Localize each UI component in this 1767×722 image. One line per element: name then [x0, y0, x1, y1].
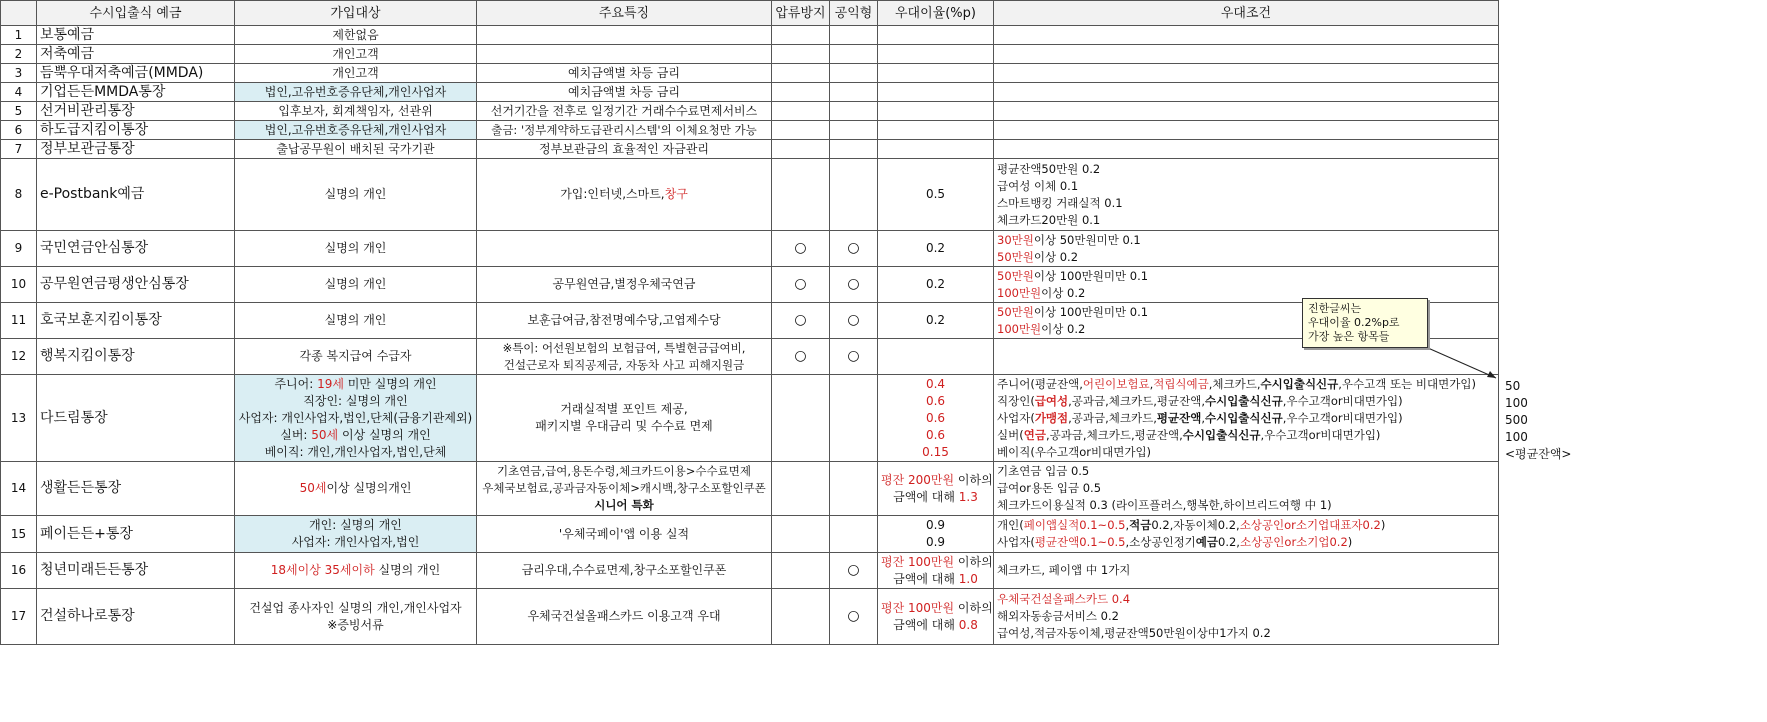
condition-line: 급여성 이체 0.1 — [997, 178, 1079, 193]
target-cell[interactable]: 개인고객 — [235, 64, 477, 83]
condition-text: , — [1149, 376, 1154, 391]
condition-line: 체크카드20만원 0.1 — [997, 212, 1101, 227]
rate-text: 이하의 — [954, 472, 993, 487]
feature-cell[interactable]: 공무원연금,별정우체국연금 — [477, 267, 772, 303]
rate-line: 0.6 — [925, 393, 946, 408]
condition-text: 직장인( — [997, 393, 1035, 408]
product-name[interactable]: 청년미래든든통장 — [37, 553, 235, 589]
rate-highlight: 1.3 — [958, 489, 978, 504]
condition-highlight: 소상공인or소기업0.2 — [1239, 535, 1348, 549]
condition-text: ) — [1380, 518, 1386, 532]
condition-highlight: 50만원 — [997, 249, 1034, 264]
feature-cell[interactable]: '우체국페이'앱 이용 실적 — [477, 516, 772, 553]
feature-highlight: 창구 — [664, 187, 688, 201]
condition-highlight: 수시입출식신규 — [1204, 393, 1283, 408]
condition-text: 이상 100만원미만 0.1 — [1033, 304, 1149, 319]
condition-highlight: 50만원 — [997, 268, 1034, 283]
row-number[interactable]: 2 — [1, 45, 37, 64]
condition-line: 해외자동송금서비스 0.2 — [997, 609, 1119, 623]
target-cell[interactable]: 제한없음 — [235, 26, 477, 45]
target-highlight: 18세이상 35세이하 — [270, 563, 375, 577]
target-cell[interactable]: 법인,고유번호증유단체,개인사업자 — [235, 83, 477, 102]
target-line: 건설업 종사자인 실명의 개인,개인사업자 — [249, 600, 462, 615]
product-name[interactable]: 행복지킴이통장 — [37, 339, 235, 375]
note-line: 우대이율 0.2%p로 — [1308, 316, 1400, 329]
feature-line: 거래실적별 포인트 제공, — [560, 402, 688, 416]
rate-text: 금액에 대해 — [893, 571, 959, 586]
row-number[interactable]: 8 — [1, 159, 37, 231]
condition-text: 이상 0.2 — [1033, 249, 1079, 264]
rate-highlight: 평잔 100만원 — [881, 600, 955, 615]
condition-line: 스마트뱅킹 거래실적 0.1 — [997, 195, 1123, 210]
row-number[interactable]: 5 — [1, 102, 37, 121]
condition-text: 0.2, — [1218, 535, 1240, 549]
condition-text: 이상 0.2 — [1041, 285, 1086, 300]
condition-text: ,우수고객or비대면가입) — [1282, 410, 1403, 425]
target-cell[interactable]: 실명의 개인 — [235, 267, 477, 303]
condition-highlight: 어린이보험료 — [1082, 376, 1150, 391]
condition-text: ,우수고객 또는 비대면가입) — [1338, 376, 1476, 391]
product-name[interactable]: 정부보관금통장 — [37, 140, 235, 159]
product-name[interactable]: e-Postbank예금 — [37, 159, 235, 231]
condition-highlight: 예금 — [1195, 535, 1219, 549]
condition-highlight: 페이앱실적0.1~0.5 — [1023, 518, 1126, 532]
product-name[interactable]: 기업든든MMDA통장 — [37, 83, 235, 102]
condition-highlight: 소상공인or소기업대표자0.2 — [1239, 518, 1381, 532]
side-value[interactable]: 500 — [1505, 413, 1528, 427]
condition-highlight: 30만원 — [997, 232, 1034, 247]
seizure-cell[interactable]: ○ — [772, 303, 830, 339]
row-number[interactable]: 16 — [1, 553, 37, 589]
rate-line: 0.15 — [922, 444, 949, 459]
seizure-cell[interactable]: ○ — [772, 339, 830, 375]
rate-text: 이하의 — [954, 600, 993, 615]
condition-highlight: 가맹점 — [1034, 410, 1069, 425]
condition-highlight: 연금 — [1023, 427, 1046, 442]
public-cell[interactable]: ○ — [830, 303, 878, 339]
target-text: 이상 실명의 개인 — [338, 427, 431, 442]
product-name[interactable]: 다드림통장 — [37, 375, 235, 462]
target-text: 실명의 개인 — [374, 563, 441, 577]
target-line: 사업자: 개인사업자,법인 — [291, 535, 420, 549]
seizure-cell[interactable]: ○ — [772, 267, 830, 303]
target-line: ※증빙서류 — [327, 617, 384, 632]
condition-text: ) — [1347, 535, 1353, 549]
row-number[interactable]: 14 — [1, 462, 37, 516]
target-cell[interactable]: 실명의 개인 — [235, 303, 477, 339]
condition-text: 이상 0.2 — [1041, 321, 1086, 336]
product-name[interactable]: 보통예금 — [37, 26, 235, 45]
condition-highlight: 적립식예금 — [1153, 376, 1209, 391]
public-cell[interactable]: ○ — [830, 231, 878, 267]
public-cell[interactable]: ○ — [830, 339, 878, 375]
condition-text: , — [1125, 518, 1130, 532]
row-number[interactable]: 9 — [1, 231, 37, 267]
target-cell[interactable]: 개인고객 — [235, 45, 477, 64]
condition-highlight: 급여성 — [1034, 393, 1069, 408]
rate-cell[interactable]: 0.2 — [878, 231, 994, 267]
condition-text: ,공과금,체크카드,평균잔액, — [1045, 427, 1183, 442]
feature-cell[interactable]: 금리우대,수수료면제,창구소포할인쿠폰 — [477, 553, 772, 589]
comment-note[interactable] — [1302, 298, 1428, 348]
rate-line: 0.9 — [925, 535, 946, 549]
condition-highlight: 적금 — [1129, 518, 1152, 532]
feature-cell[interactable]: 예치금액별 차등 금리 — [477, 83, 772, 102]
header-seizure[interactable]: 압류방지 — [772, 1, 830, 26]
target-cell[interactable]: 법인,고유번호증유단체,개인사업자 — [235, 121, 477, 140]
product-name[interactable]: 선거비관리통장 — [37, 102, 235, 121]
target-cell[interactable]: 각종 복지급여 수급자 — [235, 339, 477, 375]
rate-cell[interactable]: 0.5 — [878, 159, 994, 231]
condition-text: , — [1201, 410, 1205, 425]
product-name[interactable]: 건설하나로통장 — [37, 589, 235, 645]
product-name[interactable]: 생활든든통장 — [37, 462, 235, 516]
feature-cell[interactable]: 선거기간을 전후로 일정기간 거래수수료면제서비스 — [477, 102, 772, 121]
row-number[interactable]: 1 — [1, 26, 37, 45]
condition-line: 평균잔액50만원 0.2 — [997, 161, 1101, 176]
condition-cell[interactable]: 체크카드, 페이앱 中 1가지 — [994, 553, 1499, 589]
condition-text: 이상 100만원미만 0.1 — [1033, 268, 1149, 283]
side-value[interactable]: <평균잔액> — [1505, 447, 1572, 461]
condition-highlight: 수시입출식신규 — [1204, 410, 1283, 425]
condition-text: ,공과금,체크카드,평균잔액, — [1068, 393, 1205, 408]
target-text: 주니어: — [274, 376, 318, 391]
public-cell[interactable]: ○ — [830, 267, 878, 303]
condition-line: 체크카드이용실적 0.3 (라이프플러스,행복한,하이브리드여행 中 1) — [997, 498, 1332, 512]
row-number[interactable]: 11 — [1, 303, 37, 339]
header-public[interactable]: 공익형 — [830, 1, 878, 26]
condition-line: 기초연금 입금 0.5 — [997, 464, 1090, 478]
condition-text: 실버( — [997, 427, 1024, 442]
target-line: 사업자: 개인사업자,법인,단체(금융기관제외) — [238, 410, 473, 425]
public-cell[interactable]: ○ — [830, 589, 878, 645]
rate-highlight: 1.0 — [958, 571, 978, 586]
row-number[interactable]: 4 — [1, 83, 37, 102]
target-cell[interactable]: 입후보자, 회계책임자, 선관위 — [235, 102, 477, 121]
target-cell[interactable]: 실명의 개인 — [235, 159, 477, 231]
feature-cell[interactable]: 정부보관금의 효율적인 자금관리 — [477, 140, 772, 159]
condition-text: 주니어(평균잔액, — [997, 376, 1083, 391]
row-number[interactable]: 10 — [1, 267, 37, 303]
condition-highlight: 50만원 — [997, 304, 1034, 319]
condition-highlight: 수시입출식신규 — [1182, 427, 1261, 442]
rate-line: 0.6 — [925, 427, 946, 442]
header-feature[interactable]: 주요특징 — [477, 1, 772, 26]
product-name[interactable]: 페이든든+통장 — [37, 516, 235, 553]
row-number[interactable]: 13 — [1, 375, 37, 462]
condition-text: 사업자( — [997, 535, 1035, 549]
row-number[interactable]: 7 — [1, 140, 37, 159]
product-name[interactable]: 저축예금 — [37, 45, 235, 64]
seizure-cell[interactable]: ○ — [772, 231, 830, 267]
rate-highlight: 평잔 100만원 — [881, 554, 955, 569]
condition-text: 베이직(우수고객or비대면가입) — [997, 444, 1152, 459]
feature-line: 패키지별 우대금리 및 수수료 면제 — [535, 419, 713, 433]
header-rate[interactable]: 우대이율(%p) — [878, 1, 994, 26]
rate-text: 금액에 대해 — [893, 489, 959, 504]
row-number[interactable]: 3 — [1, 64, 37, 83]
condition-highlight: 100만원 — [997, 285, 1042, 300]
header-product[interactable]: 수시입출식 예금 — [37, 1, 235, 26]
condition-text: ,체크카드, — [1208, 376, 1261, 391]
target-line: 베이직: 개인,개인사업자,법인,단체 — [264, 444, 447, 459]
row-number[interactable]: 15 — [1, 516, 37, 553]
product-name[interactable]: 듬뿍우대저축예금(MMDA) — [37, 64, 235, 83]
feature-cell[interactable]: 출금: '정부계약하도급관리시스템'의 이체요청만 가능 — [477, 121, 772, 140]
condition-text: ,소상공인정기 — [1125, 535, 1196, 549]
condition-highlight: 평균잔액 — [1156, 410, 1202, 425]
rate-cell[interactable]: 0.2 — [878, 303, 994, 339]
target-cell[interactable]: 출납공무원이 배치된 국가기관 — [235, 140, 477, 159]
condition-highlight: 100만원 — [997, 321, 1042, 336]
target-text: 실버: — [280, 427, 312, 442]
side-value[interactable]: 100 — [1505, 430, 1528, 444]
target-highlight: 50세 — [311, 427, 339, 442]
row-number[interactable]: 17 — [1, 589, 37, 645]
row-number[interactable]: 12 — [1, 339, 37, 375]
rate-text: 금액에 대해 — [893, 617, 959, 632]
condition-text: 이상 50만원미만 0.1 — [1033, 232, 1141, 247]
target-highlight: 50세 — [299, 481, 327, 495]
feature-line: 시니어 특화 — [594, 498, 654, 512]
feature-line: ※특이: 어선원보험의 보험급여, 특별현금급여비, — [502, 340, 746, 355]
feature-line: 건설근로자 퇴직공제금, 자동차 사고 피해지원금 — [503, 357, 745, 372]
header-condition[interactable]: 우대조건 — [994, 1, 1499, 26]
condition-highlight: 수시입출식신규 — [1260, 376, 1339, 391]
feature-line: 기초연금,급여,용돈수령,체크카드이용>수수료면제 — [497, 464, 751, 478]
product-name[interactable]: 호국보훈지킴이통장 — [37, 303, 235, 339]
target-line: 개인: 실명의 개인 — [309, 518, 402, 532]
feature-cell[interactable]: 예치금액별 차등 금리 — [477, 64, 772, 83]
feature-text: 가입:인터넷,스마트, — [560, 187, 665, 201]
note-line: 가장 높은 항목들 — [1308, 330, 1390, 343]
condition-text: 사업자( — [997, 410, 1035, 425]
condition-text: ,우수고객or비대면가입) — [1282, 393, 1403, 408]
target-line: 직장인: 실명의 개인 — [303, 393, 408, 408]
product-name[interactable]: 공무원연금평생안심통장 — [37, 267, 235, 303]
target-highlight: 19세 — [317, 376, 344, 391]
rate-line: 0.9 — [925, 518, 946, 532]
feature-cell[interactable]: 보훈급여금,참전명예수당,고엽제수당 — [477, 303, 772, 339]
condition-text: ,우수고객or비대면가입) — [1260, 427, 1381, 442]
rate-text: 이하의 — [954, 554, 993, 569]
condition-text: 0.2,자동이체0.2, — [1151, 518, 1240, 532]
condition-line: 급여or용돈 입금 0.5 — [997, 481, 1102, 495]
condition-line: 우체국건설올패스카드 0.4 — [997, 592, 1131, 606]
condition-text: ,공과금,체크카드, — [1068, 410, 1157, 425]
target-cell[interactable]: 실명의 개인 — [235, 231, 477, 267]
feature-cell[interactable]: 우체국건설올패스카드 이용고객 우대 — [477, 589, 772, 645]
note-line: 진한글씨는 — [1308, 302, 1362, 315]
target-text: 미만 실명의 개인 — [343, 376, 437, 391]
product-name[interactable]: 하도급지킴이통장 — [37, 121, 235, 140]
side-value[interactable]: 50 — [1505, 379, 1521, 393]
side-value[interactable]: 100 — [1505, 396, 1528, 410]
rate-highlight: 0.8 — [958, 617, 978, 632]
rate-line: 0.6 — [925, 410, 946, 425]
target-text: 이상 실명의개인 — [326, 481, 412, 495]
public-cell[interactable]: ○ — [830, 553, 878, 589]
rate-line: 0.4 — [925, 376, 946, 391]
header-target[interactable]: 가입대상 — [235, 1, 477, 26]
condition-line: 급여성,적금자동이체,평균잔액50만원이상中1가지 0.2 — [997, 626, 1271, 640]
condition-text: 개인( — [997, 518, 1024, 532]
rate-cell[interactable]: 0.2 — [878, 267, 994, 303]
rate-highlight: 평잔 200만원 — [881, 472, 955, 487]
row-number[interactable]: 6 — [1, 121, 37, 140]
condition-highlight: 평균잔액0.1~0.5 — [1034, 535, 1126, 549]
feature-line: 우체국보험료,공과금자동이체>캐시백,창구소포할인쿠폰 — [482, 481, 766, 495]
product-name[interactable]: 국민연금안심통장 — [37, 231, 235, 267]
